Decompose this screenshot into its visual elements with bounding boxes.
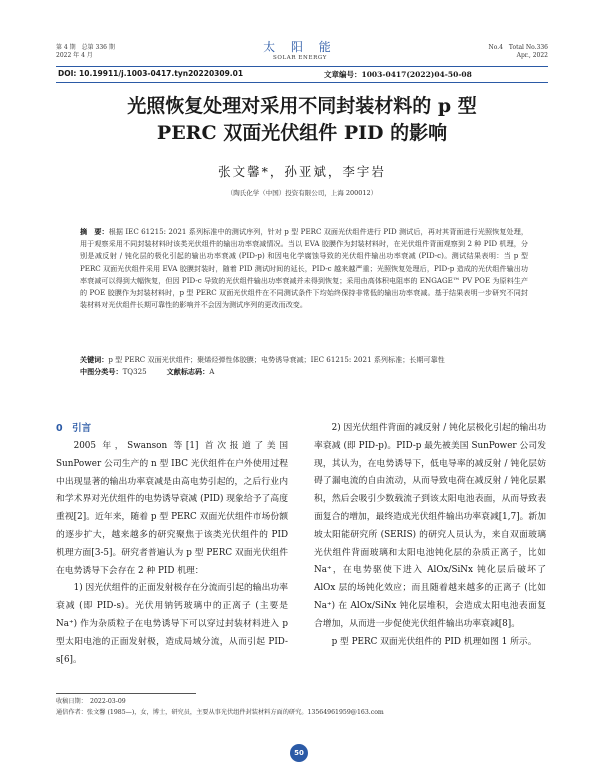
title-line-2: PERC 双面光伏组件 PID 的影响 xyxy=(156,122,448,144)
article-number: 文章编号：1003-0417(2022)04-50-08 xyxy=(324,70,472,79)
classification xyxy=(80,366,214,378)
received-date: 收稿日期： 2022-03-09 xyxy=(56,698,126,705)
issue-info-en xyxy=(478,44,548,60)
journal-masthead xyxy=(250,40,350,62)
issue-date-en: Apr., 2022 xyxy=(516,52,548,59)
doi-rule xyxy=(56,82,548,83)
page-title xyxy=(56,93,548,147)
title-line-1: 光照恢复处理对采用不同封装材料的 p 型 xyxy=(127,95,477,117)
issue-info-cn xyxy=(56,44,115,60)
authors: 张文馨*，孙亚斌，李宇岩 xyxy=(218,164,386,179)
paragraph: p 型 PERC 双面光伏组件的 PID 机理如图 1 所示。 xyxy=(331,636,537,647)
clc-value: TQ325 xyxy=(122,367,147,376)
abstract-text: 根据 IEC 61215: 2021 系列标准中的测试序列，针对 p 型 PERC 双面光伏组件进行 PID 测试后，再对其背面进行光照恢复处理，用于观察采用不同封装材料时该类光伏组件的输出功率衰减情况。当以 EVA 胶膜作为封装材料时，在光伏组件背面观察到 2 种 PID 机理，分别是减反射 / 钝化层的极化引起的输出功率衰减 (PID-p) 和因电化学腐蚀导致的光伏组件输出功率衰减 (PID-c)。测试结果表明：当 p 型 PERC 双面光伏组件采用 EVA 胶膜封装时，随着 PID 测试时间的延长，PID-c 越来越严重；光照恢复处理后，PID-p 造成的光伏组件输出功率衰减可以得到大幅恢复，但因 PID-c 导致的光伏组件输出功率衰减并未得到恢复；采用由高体积电阻率的 ENGAGE™ PV POE 为原料生产的 POE 胶膜作为封装材料时，p 型 PERC 双面光伏组件在不同测试条件下均始终保持非常低的输出功率衰减。基于结果表明一步研究不同封装材料对光伏组件长期可靠性的影响并不会因为测试序列的更改而改变。 xyxy=(80,227,528,310)
paragraph: 1) 因光伏组件的正面发射极存在分流而引起的输出功率衰减 (即 PID-s)。光伏用钠钙玻璃中的正离子 (主要是 Na⁺) 作为杂质粒子在电势诱导下可以穿过封装材料进入 p 型太阳电池的正面发射极，造成局域分流，从而引起 PID-s[6]。 xyxy=(56,583,288,665)
doc-code-label: 文献标志码： xyxy=(166,367,210,376)
journal-title-en: SOLAR ENERGY xyxy=(273,55,327,61)
keywords-label: 关键词： xyxy=(80,355,109,364)
doi: DOI: 10.19911/j.1003-0417.tyn20220309.01 xyxy=(58,69,244,78)
abstract xyxy=(80,226,528,311)
body-column-left xyxy=(56,420,288,669)
issue-date: 2022 年 4 月 xyxy=(56,52,93,59)
doc-code-value: A xyxy=(209,367,215,376)
clc-label: 中图分类号： xyxy=(80,367,123,376)
affiliation: （陶氏化学（中国）投资有限公司，上海 200012） xyxy=(226,189,378,197)
paragraph: 2) 因光伏组件背面的减反射 / 钝化层极化引起的输出功率衰减 (即 PID-p)。PID-p 最先被美国 SunPower 公司发现，其认为，在电势诱导下，低电导率的减反射 / 钝化层妨碍了漏电流的自由流动，从而导致电荷在减反射 / 钝化层累积，然后会吸引少数载流子到该太阳电池表面，从而导致表面复合的增加，最终造成光伏组件输出功率衰减[1,7]。新加坡太阳能研究所 (SERIS) 的研究人员认为，来自双面玻璃光伏组件背面玻璃和太阳电池钝化层的杂质正离子，比如 Na⁺，在电势驱使下进入 AlOx/SiNx 钝化层后破坏了 AlOx 层的场钝化效应；而且随着越来越多的正离子 (比如 Na⁺) 在 AlOx/SiNx 钝化层堆积，会造成太阳电池表面复合增加，从而进一步促使光伏组件输出功率衰减[8]。 xyxy=(314,423,546,629)
issue-line-en: No.4 Total No.336 xyxy=(488,44,548,51)
body-column-right xyxy=(314,420,546,651)
page-number: 50 xyxy=(290,744,308,762)
keywords-text: p 型 PERC 双面光伏组件；聚烯烃弹性体胶膜；电势诱导衰减；IEC 61215: 2021 系列标准；长期可靠性 xyxy=(108,355,445,364)
keywords xyxy=(80,354,528,366)
footnote-rule xyxy=(56,693,196,694)
paragraph: 2005 年，Swanson 等[1] 首次报道了美国 SunPower 公司生产的 n 型 IBC 光伏组件在户外使用过程中出现显著的输出功率衰减是由高电势引起的，之后行业内和学术界对光伏组件的电势诱导衰减 (PID) 现象给予了高度重视[2]。近年来，随着 p 型 PERC 双面光伏组件市场份额的逐步扩大，越来越多的研究聚焦于该类光伏组件的 PID 机理方面[3-5]。研究者普遍认为 p 型 PERC 双面光伏组件在电势诱导下会存在 2 种 PID 机理： xyxy=(56,441,288,576)
abstract-label: 摘 要： xyxy=(80,227,109,236)
section-heading-intro: 0 引言 xyxy=(56,423,92,434)
header-rule xyxy=(56,66,548,67)
journal-title-cn: 太 阳 能 xyxy=(263,40,337,54)
issue-line: 第 4 期 总第 336 期 xyxy=(56,44,115,51)
corresponding-author: 通信作者：张文馨 (1985—)，女，博士，研究员，主要从事光伏组件封装材料方面的研究。13564961959@163.com xyxy=(56,709,384,716)
